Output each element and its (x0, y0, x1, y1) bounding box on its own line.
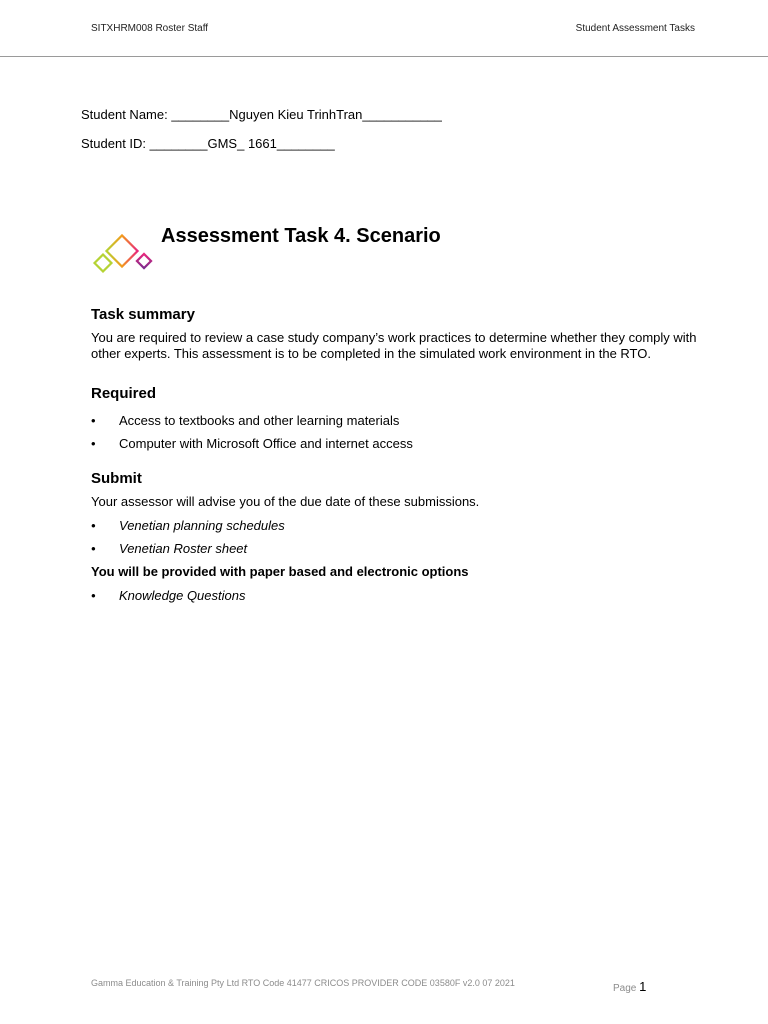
logo-diamond-small-right (137, 254, 151, 268)
list-item: • Venetian planning schedules (91, 518, 703, 534)
submit-heading: Submit (91, 470, 142, 487)
page-number-value: 1 (639, 979, 647, 994)
header-divider (0, 56, 768, 57)
student-id-line: Student ID: ________GMS_ 1661________ (81, 136, 335, 151)
options-note: You will be provided with paper based and electronic options (91, 564, 469, 579)
list-item: • Knowledge Questions (91, 588, 703, 604)
required-list (91, 413, 703, 452)
submit-text: Your assessor will advise you of the due date of these submissions. (91, 494, 480, 509)
page-label: Page (613, 983, 637, 994)
required-heading: Required (91, 385, 157, 402)
main-content (91, 306, 703, 611)
footer-text: Gamma Education & Training Pty Ltd RTO Code 41477 CRICOS PROVIDER CODE 03580F v2.0 07 2021 (91, 978, 515, 988)
logo-diamonds-icon (91, 232, 155, 278)
page-title: Assessment Task 4. Scenario (161, 225, 441, 247)
list-item: • Venetian Roster sheet (91, 541, 703, 557)
list-item: • Computer with Microsoft Office and internet access (91, 436, 703, 452)
student-name-line: Student Name: ________Nguyen Kieu TrinhTran___________ (81, 107, 442, 122)
task-summary-heading: Task summary (91, 306, 195, 323)
logo-diamond-small-left (95, 255, 112, 272)
header-unit-code: SITXHRM008 Roster Staff (91, 23, 209, 34)
knowledge-list (91, 588, 703, 604)
header-doc-title: Student Assessment Tasks (575, 23, 695, 34)
submit-list (91, 518, 703, 557)
task-summary-text: You are required to review a case study company’s work practices to determine whether they comply with other experts. This assessment is to be completed in the simulated work environment in the RTO. (91, 330, 697, 361)
page-number (613, 979, 646, 994)
list-item: • Access to textbooks and other learning materials (91, 413, 703, 429)
